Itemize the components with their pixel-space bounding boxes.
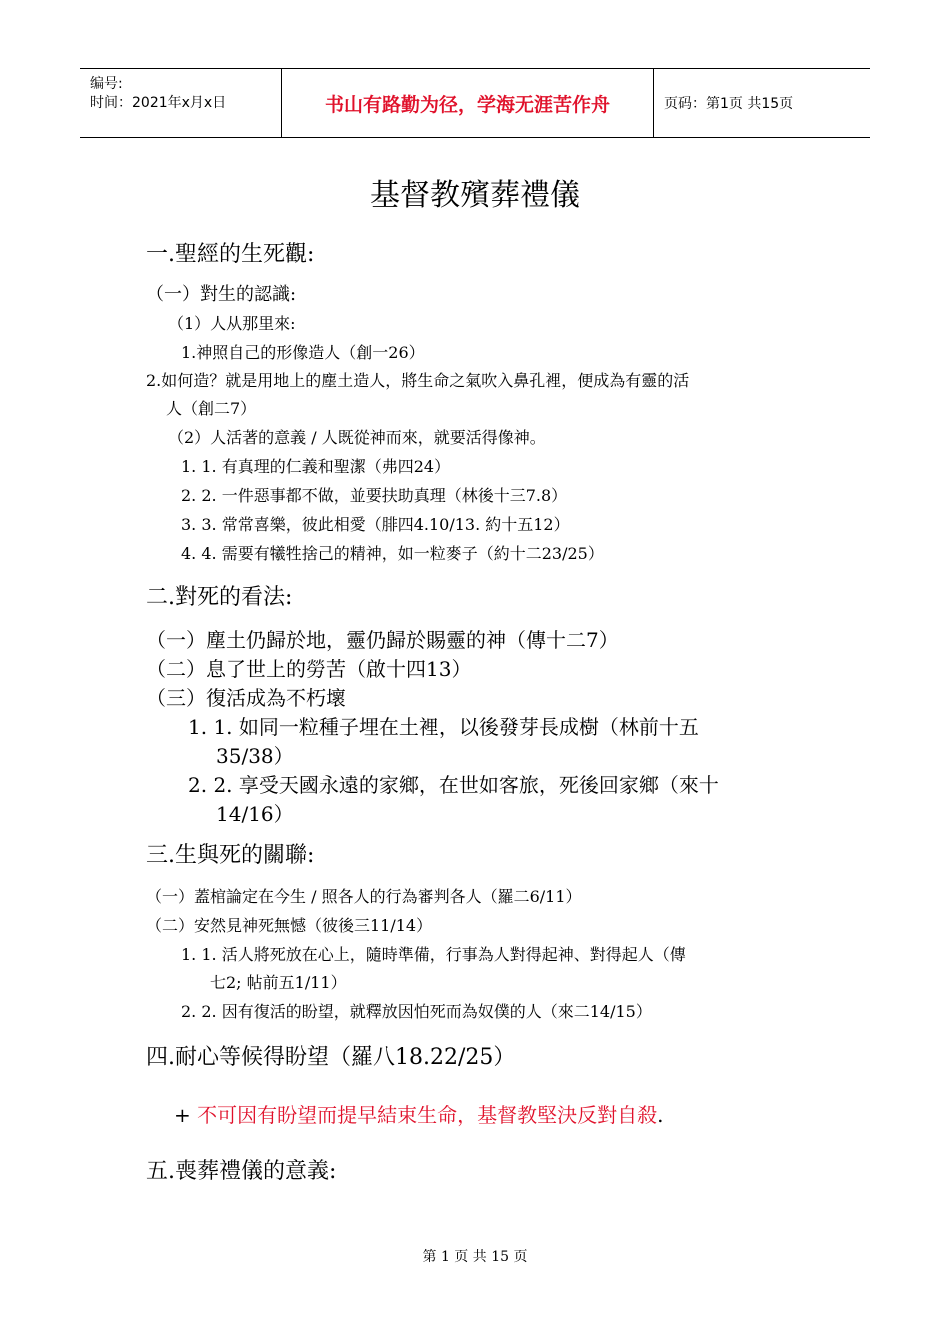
- list-item: 4. 4. 需要有犧牲捨己的精神，如一粒麥子（約十二23/25）: [181, 544, 604, 563]
- list-item: 1. 1. 活人將死放在心上，隨時準備，行事為人對得起神、對得起人（傳: [181, 945, 686, 964]
- list-item: 2. 2. 因有復活的盼望，就釋放因怕死而為奴僕的人（來二14/15）: [181, 1002, 652, 1021]
- list-item: 2. 2. 享受天國永遠的家鄉，在世如客旅，死後回家鄉（來十: [188, 773, 719, 797]
- paragraph-line: （1）人从那里來:: [168, 314, 296, 333]
- paragraph-line: （一）蓋棺論定在今生 / 照各人的行為審判各人（羅二6/11）: [146, 887, 582, 906]
- page-header: [80, 68, 870, 138]
- subsection-heading: （一）對生的認識:: [146, 284, 297, 305]
- section-heading: 三.生與死的關聯:: [146, 843, 315, 868]
- section-heading: 五.喪葬禮儀的意義:: [146, 1159, 337, 1184]
- warning-note-end: .: [657, 1103, 664, 1127]
- number-label: 编号:: [90, 76, 123, 92]
- section-heading: 二.對死的看法:: [146, 585, 293, 610]
- plus-marker: +: [174, 1103, 191, 1127]
- paragraph-line: （2）人活著的意義 / 人既從神而來，就要活得像神。: [168, 428, 546, 447]
- document-title: 基督教殯葬禮儀: [370, 178, 580, 213]
- list-item: 3. 3. 常常喜樂，彼此相愛（腓四4.10/13. 約十五12）: [181, 515, 570, 534]
- paragraph-line: 人（創二7）: [166, 399, 257, 418]
- list-item: 1. 1. 如同一粒種子埋在土裡，以後發芽長成樹（林前十五: [188, 715, 699, 739]
- list-item: 1. 1. 有真理的仁義和聖潔（弗四24）: [181, 457, 451, 476]
- section-heading: 四.耐心等候得盼望（羅八18.22/25）: [146, 1045, 516, 1070]
- page-footer: 第 1 页 共 15 页: [422, 1249, 528, 1265]
- list-item: 2. 2. 一件惡事都不做，並要扶助真理（林後十三7.8）: [181, 486, 568, 505]
- paragraph-line: 2.如何造？就是用地上的塵土造人，將生命之氣吹入鼻孔裡，便成為有靈的活: [146, 371, 690, 390]
- list-item-continuation: 35/38）: [216, 744, 294, 768]
- warning-note-text: 不可因有盼望而提早結束生命，基督教堅決反對自殺: [197, 1103, 658, 1127]
- paragraph-line: （一）塵土仍歸於地，靈仍歸於賜靈的神（傳十二7）: [146, 628, 619, 652]
- header-motto: 书山有路勤为径，学海无涯苦作舟: [282, 69, 654, 137]
- section-heading: 一.聖經的生死觀:: [146, 242, 315, 267]
- header-meta-cell: [80, 69, 282, 137]
- paragraph-line: （二）息了世上的勞苦（啟十四13）: [146, 657, 472, 681]
- header-page-info: 页码：第1页 共15页: [664, 96, 794, 112]
- time-label: 时间：2021年x月x日: [90, 95, 227, 111]
- list-item-continuation: 14/16）: [216, 802, 294, 826]
- warning-note: [174, 1099, 663, 1128]
- paragraph-line: 1.神照自己的形像造人（創一26）: [181, 343, 425, 362]
- paragraph-line: （二）安然見神死無憾（彼後三11/14）: [146, 916, 433, 935]
- list-item-continuation: 七2; 帖前五1/11）: [210, 973, 347, 992]
- paragraph-line: （三）復活成為不朽壞: [146, 686, 346, 710]
